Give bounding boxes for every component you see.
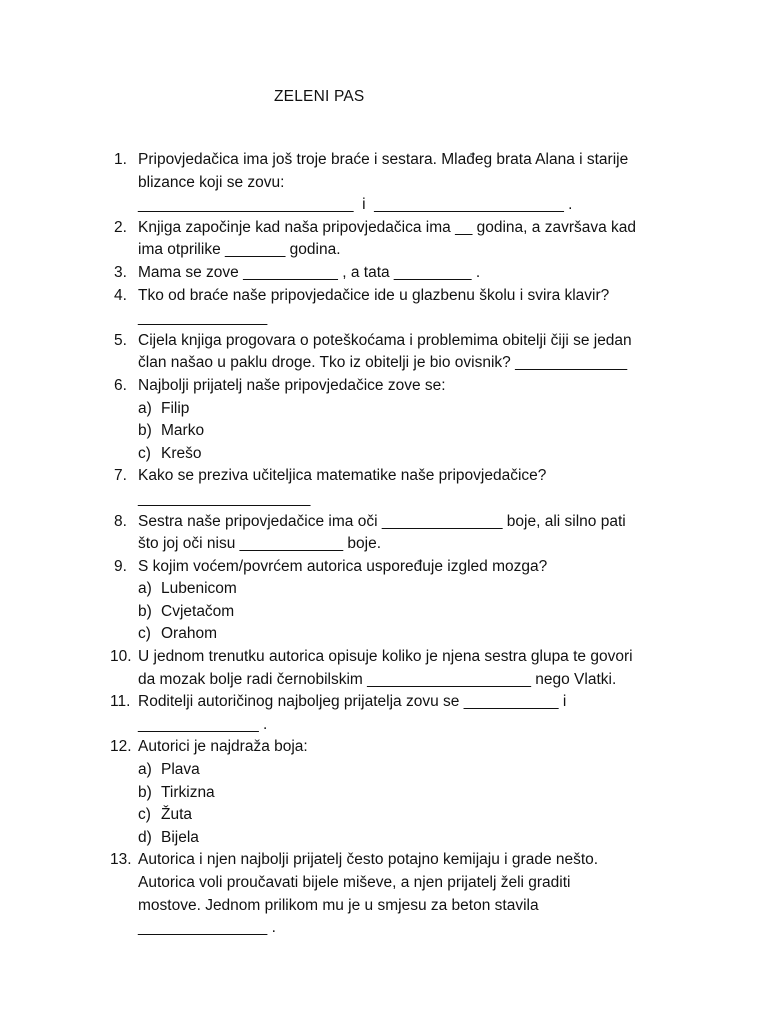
option-letter: b): [138, 783, 152, 801]
question-number: 1.: [114, 151, 127, 168]
question-list: [0, 149, 768, 940]
answer-option: [0, 623, 768, 646]
question-item: [0, 736, 678, 759]
question-number: 5.: [114, 331, 127, 349]
question-text-line: Kako se preziva učiteljica matematike naše pripovjedačice?: [138, 467, 547, 485]
question-item: [0, 465, 678, 510]
question-item: [0, 375, 678, 398]
question-text-line: U jednom trenutku autorica opisuje koliko je njena sestra glupa te govori: [138, 648, 633, 666]
option-text: Marko: [161, 422, 205, 440]
question-item: [0, 149, 678, 217]
question-item: [0, 285, 678, 330]
question-number: 8.: [114, 512, 127, 530]
question-text-line: Roditelji autoričinog najboljeg prijatelja zovu se ___________ i: [138, 693, 567, 711]
answer-option: [0, 759, 768, 782]
question-text-line: ______________ .: [138, 715, 268, 733]
question-text-line: Knjiga započinje kad naša pripovjedačica ima __ godina, a završava kad: [138, 218, 637, 236]
question-number: 4.: [114, 286, 127, 304]
answer-option: [0, 443, 768, 466]
option-text: Tirkizna: [161, 783, 215, 801]
question-item: [0, 511, 678, 556]
question-item: [0, 646, 678, 691]
question-text-line: S kojim voćem/povrćem autorica uspoređuje izgled mozga?: [138, 557, 548, 575]
option-letter: a): [138, 580, 152, 598]
option-letter: c): [138, 806, 151, 824]
question-text-line: mostove. Jednom prilikom mu je u smjesu za beton stavila: [138, 896, 539, 914]
question-number: 10.: [110, 648, 132, 666]
answer-option: [0, 782, 768, 805]
option-letter: d): [138, 828, 152, 846]
question-text-line: član našao u paklu droge. Tko iz obitelji je bio ovisnik? _____________: [138, 354, 628, 372]
option-text: Orahom: [161, 625, 217, 643]
question-text-line: Pripovjedačica ima još troje braće i sestara. Mlađeg brata Alana i starije: [138, 151, 629, 168]
question-text-line: Najbolji prijatelj naše pripovjedačice zove se:: [138, 376, 446, 394]
option-text: Lubenicom: [161, 580, 237, 598]
option-letter: b): [138, 602, 152, 620]
question-number: 2.: [114, 218, 127, 236]
question-item: [0, 556, 678, 579]
question-text-line: što joj oči nisu ____________ boje.: [138, 535, 382, 553]
question-number: 12.: [110, 738, 132, 756]
question-number: 9.: [114, 557, 127, 575]
question-number: 13.: [110, 851, 132, 869]
question-text-line: da mozak bolje radi černobilskim ___________________ nego Vlatki.: [138, 670, 617, 688]
option-text: Bijela: [161, 828, 199, 846]
question-text-line: blizance koji se zovu:: [138, 173, 285, 191]
answer-option: [0, 601, 768, 624]
question-text-line: Cijela knjiga progovara o poteškoćama i problemima obitelji čiji se jedan: [138, 331, 632, 349]
question-item: [0, 849, 678, 939]
answer-option: [0, 420, 768, 443]
question-text-line: _______________ .: [138, 919, 276, 937]
option-text: Cvjetačom: [161, 602, 235, 620]
question-item: [0, 217, 678, 262]
question-text-line: ima otprilike _______ godina.: [138, 241, 341, 259]
question-number: 6.: [114, 376, 127, 394]
option-letter: c): [138, 444, 151, 462]
question-number: 7.: [114, 467, 127, 485]
option-letter: a): [138, 399, 152, 417]
option-letter: a): [138, 761, 152, 779]
question-item: [0, 262, 678, 285]
answer-option: [0, 398, 768, 421]
option-text: Plava: [161, 761, 200, 779]
option-letter: b): [138, 422, 152, 440]
question-text-line: Autorica voli proučavati bijele miševe, a njen prijatelj želi graditi: [138, 874, 571, 891]
question-text-line: Autorica i njen najbolji prijatelj često potajno kemijaju i grade nešto.: [138, 851, 599, 869]
worksheet-title: ZELENI PAS: [274, 88, 365, 105]
answer-option: [0, 804, 768, 827]
question-text-line: Sestra naše pripovjedačice ima oči ______________ boje, ali silno pati: [138, 512, 626, 530]
option-text: Žuta: [161, 806, 193, 824]
answer-option: [0, 578, 768, 601]
question-text-line: Autorici je najdraža boja:: [138, 738, 308, 756]
question-text-line: _________________________ i ______________________ .: [138, 196, 573, 214]
question-text-line: Tko od braće naše pripovjedačice ide u glazbenu školu i svira klavir?: [138, 286, 610, 304]
question-item: [0, 330, 678, 375]
question-number: 11.: [110, 693, 131, 711]
option-text: Krešo: [161, 444, 202, 462]
question-item: [0, 691, 678, 736]
option-text: Filip: [161, 399, 190, 417]
option-letter: c): [138, 625, 151, 643]
question-text-line: Mama se zove ___________ , a tata _________ .: [138, 263, 481, 281]
question-number: 3.: [114, 263, 127, 281]
question-text-line: ____________________: [138, 489, 311, 507]
answer-option: [0, 827, 768, 850]
question-text-line: _______________: [138, 309, 268, 327]
